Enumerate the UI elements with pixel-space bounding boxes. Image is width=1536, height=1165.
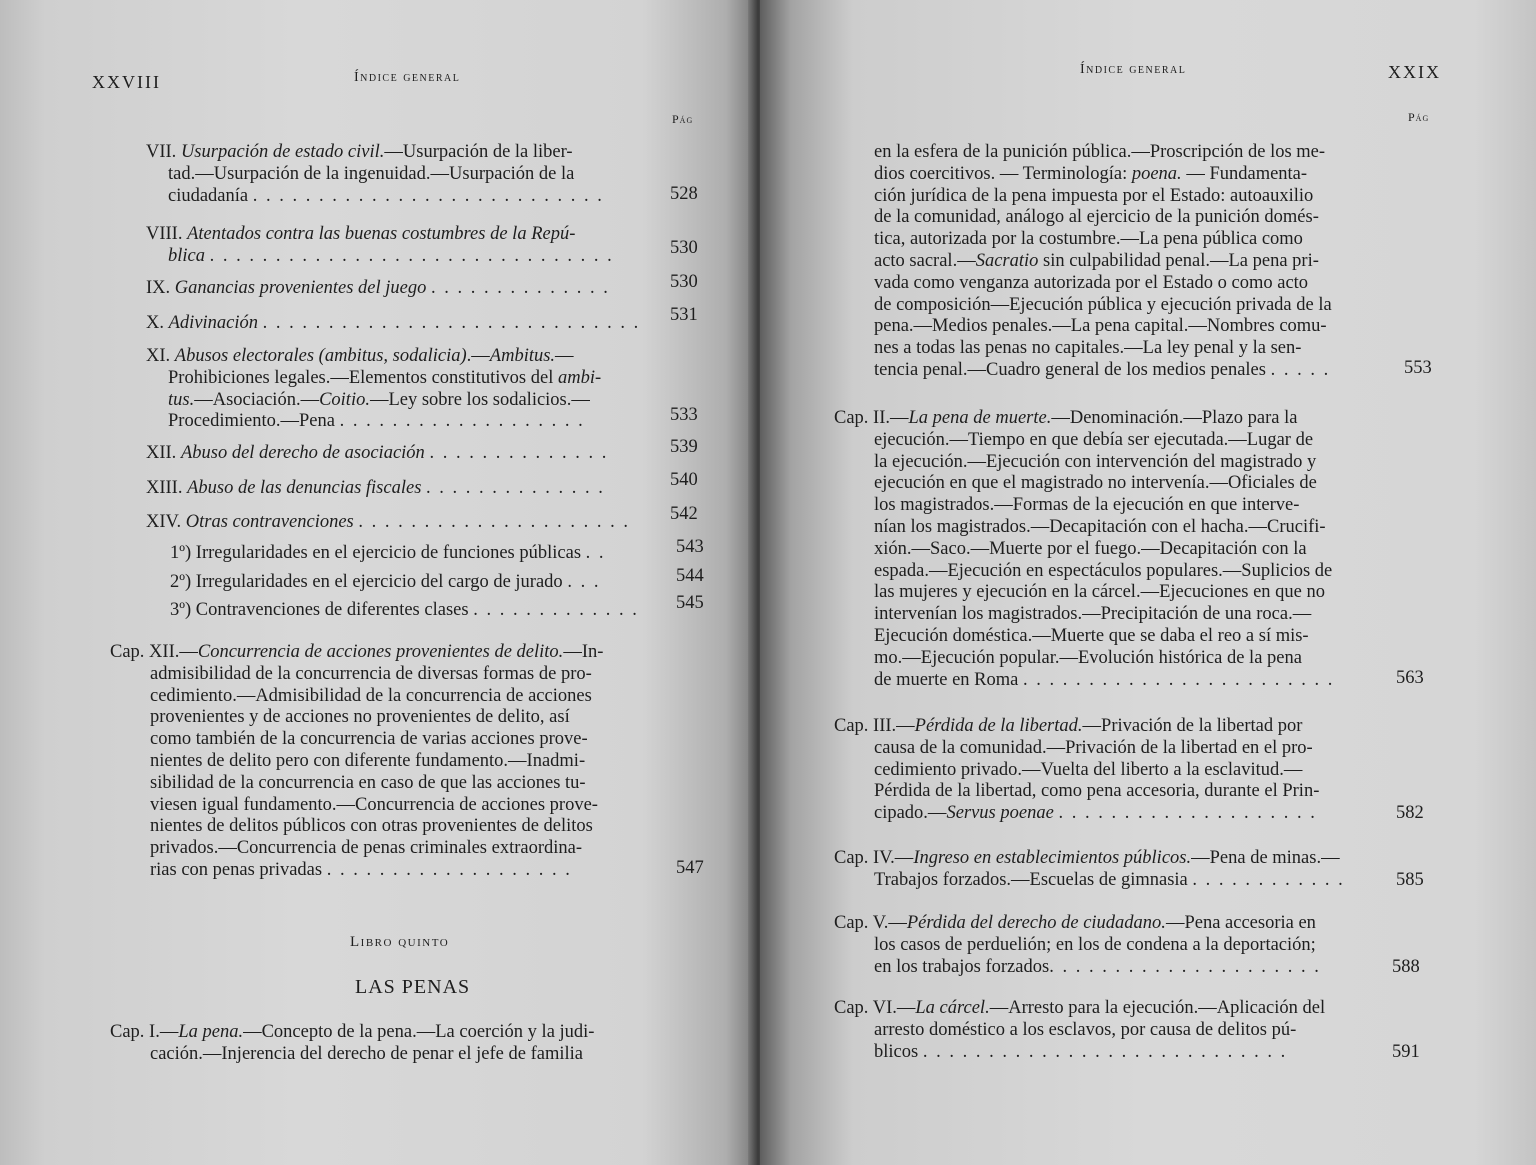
chapter-text: los casos de perduelión; en los de condena a la deportación; xyxy=(874,934,1316,955)
chapter-text: nes a todas las penas no capitales.—La ley penal y la sen- xyxy=(874,338,1302,359)
chapter-text: espada.—Ejecución en espectáculos populares.—Suplicios de xyxy=(874,560,1333,581)
chapter-text: —Denominación.—Plazo para la xyxy=(1051,408,1298,428)
toc-subentry-1: 1º) Irregularidades en el ejercicio de funciones públicas . . xyxy=(170,543,606,563)
chapter-text: cedimiento privado.—Vuelta del liberto a la esclavitud.— xyxy=(874,759,1303,780)
chapter-text: —Arresto para la ejecución.—Aplicación del xyxy=(989,998,1326,1018)
chapter-title: Concurrencia de acciones provenientes de delito. xyxy=(197,642,564,662)
chapter-text: las mujeres y ejecución en la cárcel.—Ejecuciones en que no xyxy=(874,582,1325,603)
entry-text: Procedimiento.—Pena xyxy=(168,411,335,432)
chapter-label: Cap. V.— xyxy=(834,913,907,933)
chapter-title: Ingreso en establecimientos públicos. xyxy=(913,848,1192,868)
entry-text: tad.—Usurpación de la ingenuidad.—Usurpación de la xyxy=(168,163,575,184)
toc-page-number: 543 xyxy=(676,537,704,557)
entry-text: (ambitus, sodalicia) xyxy=(318,346,467,366)
toc-entry-viii: VIII. Atentados contra las buenas costumbres de la Repú- blica . . . . . . . . . . . . . . . . . . . . . . . . . . . . . . . xyxy=(146,224,614,266)
chapter-text: causa de la comunidad.—Privación de la libertad en el pro- xyxy=(874,737,1313,758)
chapter-text: rias con penas privadas xyxy=(150,859,323,880)
chapter-text: —Privación de la libertad por xyxy=(1082,716,1303,736)
chapter-text: ejecución en que el magistrado no intervenía.—Oficiales de xyxy=(874,473,1317,494)
chapter-text: sibilidad de la concurrencia en caso de que las acciones tu- xyxy=(150,772,586,793)
chapter-text: de la comunidad, análogo al ejercicio de la punición domés- xyxy=(874,207,1319,228)
chapter-title: Pérdida de la libertad. xyxy=(914,716,1083,736)
chapter-text: en la esfera de la punición pública.—Proscripción de los me- xyxy=(874,142,1326,162)
toc-page-number: 588 xyxy=(1392,957,1420,977)
entry-number: XIII. xyxy=(146,478,183,498)
entry-number: VII. xyxy=(146,142,177,162)
entry-number: XII. xyxy=(146,443,177,463)
entry-text: —Ley sobre los sodalicios.— xyxy=(369,389,590,410)
chapter-text: Ejecución doméstica.—Muerte que se daba el reo a sí mis- xyxy=(874,625,1309,646)
entry-number: XI. xyxy=(146,346,171,366)
chapter-text: cación.—Injerencia del derecho de penar el jefe de familia xyxy=(150,1043,583,1064)
chapter-text: nientes de delitos públicos con otras provenientes de delitos xyxy=(150,816,593,837)
chapter-text: —Pena accesoria en xyxy=(1165,913,1316,933)
chapter-text: dios coercitivos. — Terminología: xyxy=(874,163,1132,184)
pag-label-left: Pág xyxy=(672,112,694,126)
toc-page-number: 531 xyxy=(670,305,698,325)
entry-text: Irregularidades en el ejercicio del cargo de jurado xyxy=(195,572,563,592)
entry-number: XIV. xyxy=(146,512,182,532)
entry-text: Contravenciones de diferentes clases xyxy=(195,600,469,620)
chapter-text: cipado.— xyxy=(874,803,947,824)
toc-entry-xiv: XIV. Otras contravenciones . . . . . . . . . . . . . . . . . . . . . xyxy=(146,512,631,532)
chapter-label: Cap. II.— xyxy=(834,408,909,428)
chapter-label: Cap. IV.— xyxy=(834,848,914,868)
chapter-text: provenientes y de acciones no provenientes de delito, así xyxy=(150,707,570,728)
chapter-text: privados.—Concurrencia de penas criminales extraordina- xyxy=(150,838,583,859)
chapter-text: pena.—Medios penales.—La pena capital.—Nombres comu- xyxy=(874,316,1327,337)
chapter-text: viesen igual fundamento.—Concurrencia de acciones prove- xyxy=(150,794,598,815)
chapter-text: como también de la concurrencia de varias acciones prove- xyxy=(150,729,588,750)
chapter-text: Trabajos forzados.—Escuelas de gimnasia xyxy=(874,869,1188,890)
page-number-right: XXIX xyxy=(1388,62,1441,82)
chapter-title: La pena de muerte. xyxy=(908,408,1052,428)
chapter-label: Cap. XII.— xyxy=(110,642,198,662)
entry-number: 1º) xyxy=(170,543,192,563)
entry-number: X. xyxy=(146,313,164,333)
entry-text: Coitio. xyxy=(319,389,370,410)
toc-chapter-i-continued: en la esfera de la punición pública.—Proscripción de los me- dios coercitivos. — Terminología: poena. — Fundamenta- ción jurídica de la pena impuesta por el Estado: autoauxilio de la comunidad, análogo al ejercicio de la punición domés- tica, autorizada por la costumbre.—La pena pública como acto sacral.—Sacratio sin culpabilidad penal.—La pena pri- vada como venganza autorizada por el Estado o como acto de composición—Ejecución pública y ejecución privada de la pena.—Medios penales.—La pena capital.—Nombres comu- nes a todas las penas no capitales.—La ley penal y la sen- tencia penal.—Cuadro general de los medios penales . . . . . xyxy=(874,142,1384,382)
chapter-label: Cap. VI.— xyxy=(834,998,916,1018)
chapter-text: nían los magistrados.—Decapitación con el hacha.—Crucifi- xyxy=(874,516,1326,537)
entry-text: blica xyxy=(168,245,205,266)
chapter-text: poena. xyxy=(1131,163,1182,184)
entry-text: Prohibiciones legales.—Elementos constitutivos del xyxy=(168,367,554,388)
toc-page-number: 530 xyxy=(670,238,698,258)
right-page xyxy=(760,0,1536,1165)
chapter-label: Cap. I.— xyxy=(110,1022,179,1042)
toc-page-number: 553 xyxy=(1404,358,1432,378)
pag-label-right: Pág xyxy=(1408,110,1430,124)
left-page xyxy=(0,0,756,1165)
toc-page-number: 585 xyxy=(1396,870,1424,890)
chapter-text: tica, autorizada por la costumbre.—La pena pública como xyxy=(874,229,1303,250)
chapter-text: xión.—Saco.—Muerte por el fuego.—Decapitación con la xyxy=(874,538,1307,559)
entry-title: Abuso de las denuncias fiscales xyxy=(187,478,422,498)
chapter-text: acto sacral.— xyxy=(874,250,976,271)
entry-title: Usurpación de estado civil. xyxy=(180,142,385,162)
running-header-right: Índice general xyxy=(1080,62,1187,77)
chapter-text: cedimiento.—Admisibilidad de la concurrencia de acciones xyxy=(150,685,592,706)
toc-page-number: 539 xyxy=(670,437,698,457)
chapter-title: La cárcel. xyxy=(915,998,990,1018)
chapter-text: ción jurídica de la pena impuesta por el Estado: autoauxilio xyxy=(874,185,1314,206)
toc-page-number: 591 xyxy=(1392,1042,1420,1062)
chapter-text: los magistrados.—Formas de la ejecución en que interve- xyxy=(874,495,1300,516)
toc-chapter-ii: Cap. II.—La pena de muerte.—Denominación.—Plazo para la ejecución.—Tiempo en que debía ser ejecutada.—Lugar de la ejecución.—Ejecución con intervención del magistrado y ejecución en que el magistrado no intervenía.—Oficiales de los magistrados.—Formas de la ejecución en que interve- nían los magistrados.—Decapitación con el hacha.—Crucifi- xión.—Saco.—Muerte por el fuego.—Decapitación con la espada.—Ejecución en espectáculos populares.—Suplicios de las mujeres y ejecución en la cárcel.—Ejecuciones en que no intervenían los magistrados.—Precipitación de una roca.— Ejecución doméstica.—Muerte que se daba el reo a sí mis- mo.—Ejecución popular.—Evolución histórica de la pena de muerte en Roma . . . . . . . . . . . . . . . . . . . . . . . . xyxy=(834,408,1380,691)
toc-page-number: 547 xyxy=(676,858,704,878)
toc-page-number: 563 xyxy=(1396,668,1424,688)
entry-text: —Asociación.— xyxy=(194,389,320,410)
chapter-text: vada como venganza autorizada por el Estado o como acto xyxy=(874,272,1309,293)
entry-title: Abuso del derecho de asociación xyxy=(180,443,425,463)
chapter-text: intervenían los magistrados.—Precipitación de una roca.— xyxy=(874,604,1312,625)
chapter-title: La pena. xyxy=(178,1022,244,1042)
toc-chapter-iv: Cap. IV.—Ingreso en establecimientos públicos.—Pena de minas.— Trabajos forzados.—Escuelas de gimnasia . . . . . . . . . . . . xyxy=(834,848,1345,890)
toc-chapter-v: Cap. V.—Pérdida del derecho de ciudadano.—Pena accesoria en los casos de perduelión; en los de condena a la deportación; en los trabajos forzados. . . . . . . . . . . . . . . . . . . . . xyxy=(834,913,1380,978)
chapter-text: ejecución.—Tiempo en que debía ser ejecutada.—Lugar de xyxy=(874,429,1314,450)
entry-text: ciudadanía xyxy=(168,185,249,206)
entry-title: Abusos electorales xyxy=(174,346,315,366)
toc-subentry-2: 2º) Irregularidades en el ejercicio del cargo de jurado . . . xyxy=(170,572,601,592)
toc-entry-xi: XI. Abusos electorales (ambitus, sodalicia).—Ambitus.— Prohibiciones legales.—Elementos constitutivos del ambi- tus.—Asociación.—Coitio.—Ley sobre los sodalicios.— Procedimiento.—Pena . . . . . . . . . . . . . . . . . . . xyxy=(146,346,602,432)
section-heading: LAS PENAS xyxy=(355,976,471,998)
entry-number: 2º) xyxy=(170,572,192,592)
chapter-text: la ejecución.—Ejecución con intervención del magistrado y xyxy=(874,451,1317,472)
chapter-text: de composición—Ejecución pública y ejecución privada de la xyxy=(874,294,1332,315)
toc-page-number: 542 xyxy=(670,504,698,524)
toc-chapter-iii: Cap. III.—Pérdida de la libertad.—Privación de la libertad por causa de la comunidad.—Privación de la libertad en el pro- cedimiento privado.—Vuelta del liberto a la esclavitud.— Pérdida de la libertad, como pena accesoria, durante el Prin- cipado.—Servus poenae . . . . . . . . . . . . . . . . . . . . xyxy=(834,716,1380,825)
chapter-text: Sacratio xyxy=(975,250,1039,271)
entry-number: IX. xyxy=(146,278,171,298)
chapter-text: arresto doméstico a los esclavos, por causa de delitos pú- xyxy=(874,1019,1297,1040)
chapter-text: mo.—Ejecución popular.—Evolución histórica de la pena xyxy=(874,647,1302,668)
chapter-text: sin culpabilidad penal.—La pena pri- xyxy=(1043,250,1319,271)
chapter-text: Servus poenae xyxy=(946,803,1054,824)
chapter-text: —In- xyxy=(563,642,604,662)
toc-page-number: 540 xyxy=(670,470,698,490)
entry-text: —Usurpación de la liber- xyxy=(384,142,573,162)
chapter-text: Pérdida de la libertad, como pena accesoria, durante el Prin- xyxy=(874,781,1320,802)
entry-text: Ambitus. xyxy=(489,346,556,366)
toc-chapter-vi: Cap. VI.—La cárcel.—Arresto para la ejecución.—Aplicación del arresto doméstico a los esclavos, por causa de delitos pú- blicos . . . . . . . . . . . . . . . . . . . . . . . . . . . . xyxy=(834,998,1380,1063)
chapter-text: Fundamenta- xyxy=(1209,163,1308,184)
chapter-text: de muerte en Roma xyxy=(874,669,1019,690)
chapter-text: nientes de delito pero con diferente fundamento.—Inadmi- xyxy=(150,750,586,771)
toc-entry-x: X. Adivinación . . . . . . . . . . . . . . . . . . . . . . . . . . . . . xyxy=(146,313,641,333)
chapter-text: —Pena de minas.— xyxy=(1191,848,1340,868)
running-header-left: Índice general xyxy=(354,70,461,85)
chapter-text: —Concepto de la pena.—La coerción y la judi- xyxy=(243,1022,595,1042)
toc-entry-xii: XII. Abuso del derecho de asociación . . . . . . . . . . . . . . xyxy=(146,443,609,463)
toc-page-number: 582 xyxy=(1396,803,1424,823)
entry-title: Ganancias provenientes del juego xyxy=(174,278,427,298)
toc-subentry-3: 3º) Contravenciones de diferentes clases . . . . . . . . . . . . . xyxy=(170,600,639,620)
toc-page-number: 545 xyxy=(676,593,704,613)
toc-chapter-i xyxy=(110,1022,670,1066)
chapter-text: admisibilidad de la concurrencia de diversas formas de pro- xyxy=(150,663,592,684)
chapter-label: Cap. III.— xyxy=(834,716,915,736)
entry-number: 3º) xyxy=(170,600,192,620)
entry-text: tus. xyxy=(168,389,195,410)
entry-text: Irregularidades en el ejercicio de funciones públicas xyxy=(195,543,582,563)
chapter-text: blicos xyxy=(874,1041,919,1062)
toc-page-number: 533 xyxy=(670,405,698,425)
entry-number: VIII. xyxy=(146,224,183,244)
toc-page-number: 528 xyxy=(670,184,698,204)
toc-chapter-xii: Cap. XII.—Concurrencia de acciones provenientes de delito.—In- admisibilidad de la concurrencia de diversas formas de pro- cedimiento.—Admisibilidad de la concurrencia de acciones provenientes y de acciones no provenientes de delito, así como también de la concurrencia de varias acciones prove- nientes de delito pero con diferente fundamento.—Inadmi- sibilidad de la concurrencia en caso de que las acciones tu- viesen igual fundamento.—Concurrencia de acciones prove- nientes de delitos públicos con otras provenientes de delitos privados.—Concurrencia de penas criminales extraordina- rias con penas privadas . . . . . . . . . . . . . . . . . . . xyxy=(110,642,660,882)
page-number-left: XXVIII xyxy=(92,72,161,92)
entry-title: Otras contravenciones xyxy=(185,512,354,532)
toc-page-number: 530 xyxy=(670,272,698,292)
toc-entry-xiii: XIII. Abuso de las denuncias fiscales . . . . . . . . . . . . . . xyxy=(146,478,605,498)
entry-title: Adivinación xyxy=(168,313,259,333)
entry-text: ambi- xyxy=(557,367,602,388)
entry-title: Atentados contra las buenas costumbres de la Repú- xyxy=(187,224,576,244)
toc-page-number: 544 xyxy=(676,566,704,586)
toc-entry-vii: VII. Usurpación de estado civil.—Usurpación de la liber- tad.—Usurpación de la ingenuidad.—Usurpación de la ciudadanía . . . . . . . . . . . . . . . . . . . . . . . . . . . xyxy=(146,142,656,207)
chapter-title: Pérdida del derecho de ciudadano. xyxy=(906,913,1166,933)
chapter-text: en los trabajos forzados xyxy=(874,956,1050,977)
book-heading: Libro quinto xyxy=(350,934,450,950)
toc-entry-ix: IX. Ganancias provenientes del juego . . . . . . . . . . . . . . xyxy=(146,278,610,298)
chapter-text: tencia penal.—Cuadro general de los medios penales xyxy=(874,359,1266,380)
